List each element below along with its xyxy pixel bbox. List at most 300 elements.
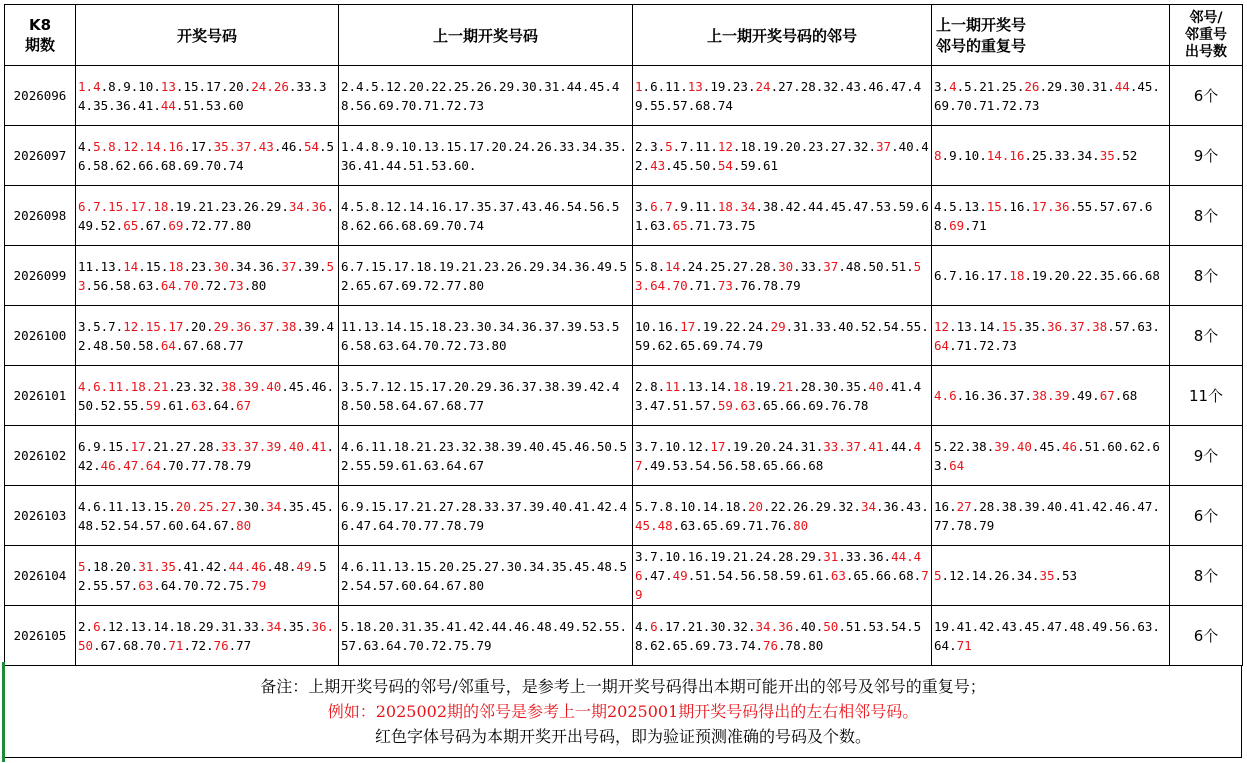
- header-row: [5, 5, 1243, 66]
- number: 46: [1114, 498, 1130, 514]
- number: 46: [311, 378, 327, 394]
- number: 45: [672, 157, 688, 173]
- separator: .: [986, 438, 995, 454]
- number: 32: [838, 498, 854, 514]
- neighbors-cell: [633, 486, 932, 546]
- separator: .: [273, 258, 282, 274]
- number: 49: [296, 558, 312, 574]
- separator: .: [1129, 498, 1138, 514]
- number: 22: [725, 318, 741, 334]
- number: 29: [213, 318, 229, 334]
- number: 28: [755, 258, 771, 274]
- number: 31: [221, 618, 237, 634]
- separator: .: [838, 618, 846, 634]
- separator: .: [175, 577, 184, 593]
- separator: .: [793, 438, 801, 454]
- separator: .: [93, 517, 101, 533]
- separator: .: [964, 217, 972, 233]
- number: 2: [78, 618, 86, 634]
- number: 31: [138, 558, 154, 574]
- separator: .: [1039, 618, 1047, 634]
- separator: .: [1129, 618, 1138, 634]
- number: 8: [650, 378, 658, 394]
- number: 9: [680, 198, 688, 214]
- number: 25: [198, 498, 214, 514]
- number: 12: [108, 618, 124, 634]
- separator: .: [93, 457, 101, 473]
- number: 12: [123, 318, 139, 334]
- number: 36: [311, 198, 327, 214]
- number: 16: [168, 138, 184, 154]
- number: 35: [160, 558, 176, 574]
- number: 21: [979, 78, 995, 94]
- number: 47: [650, 568, 666, 583]
- number: 43: [906, 498, 922, 514]
- separator: .: [883, 618, 892, 634]
- separator: .: [800, 138, 809, 154]
- separator: .: [236, 618, 244, 634]
- separator: .: [236, 198, 244, 214]
- draw-numbers-cell: [76, 486, 339, 546]
- number: 57: [145, 517, 161, 533]
- separator: .: [956, 268, 965, 283]
- separator: .: [672, 498, 681, 514]
- separator: .: [190, 438, 199, 454]
- separator: .: [755, 198, 764, 214]
- number: 20: [190, 318, 207, 334]
- number: 79: [979, 517, 995, 533]
- number: 36: [778, 618, 794, 634]
- number: 30: [1069, 78, 1085, 94]
- number: 7: [650, 549, 658, 564]
- number: 75: [740, 217, 756, 233]
- separator: .: [672, 517, 681, 533]
- separator: .: [1031, 568, 1040, 583]
- draw-numbers-cell: [76, 366, 339, 426]
- number: 54: [123, 517, 139, 533]
- separator: .: [130, 577, 139, 593]
- number: 5: [635, 258, 643, 274]
- separator: .: [311, 558, 319, 574]
- number: 53: [635, 258, 922, 293]
- number: 45: [830, 198, 846, 214]
- number: 19: [175, 198, 191, 214]
- separator: .: [956, 388, 965, 403]
- separator: .: [138, 517, 146, 533]
- separator: .: [153, 78, 161, 94]
- number: 68: [123, 637, 139, 653]
- number: 77: [236, 637, 252, 653]
- separator: .: [657, 438, 666, 454]
- header-prev-neighbors-text: 上一期开奖号码的邻号: [706, 26, 857, 45]
- number: 31: [1092, 78, 1108, 94]
- separator: .: [687, 217, 696, 233]
- header-prev-neighbors: [633, 5, 932, 66]
- number: 42: [979, 618, 995, 634]
- separator: .: [657, 258, 666, 274]
- separator: .: [1001, 198, 1010, 214]
- separator: .: [123, 378, 131, 394]
- number: 33: [815, 318, 831, 334]
- number: 50: [78, 397, 94, 413]
- table-row: [5, 66, 1243, 126]
- number: 15: [1001, 318, 1017, 334]
- number: 3: [650, 138, 658, 154]
- number: 77: [228, 337, 244, 353]
- separator: .: [763, 318, 771, 334]
- number: 31: [793, 318, 809, 334]
- separator: .: [906, 438, 914, 454]
- separator: .: [100, 138, 109, 154]
- separator: .: [1069, 268, 1078, 283]
- number: 6: [93, 378, 101, 394]
- number: 38: [221, 378, 237, 394]
- separator: .: [1129, 78, 1138, 94]
- prev-draw-cell: 4.5.8.12.14.16.17.35.37.43.46.54.56.58.62.66.68.69.70.74: [339, 186, 633, 246]
- number: 34: [860, 498, 876, 514]
- neighbors-cell: [633, 126, 932, 186]
- number: 66: [785, 457, 801, 473]
- separator: .: [770, 258, 779, 274]
- number: 22: [949, 438, 965, 454]
- separator: .: [1039, 498, 1047, 514]
- separator: .: [979, 148, 987, 163]
- number: 43: [650, 157, 666, 173]
- number: 17: [130, 198, 146, 214]
- number: 3: [635, 198, 643, 214]
- separator: .: [687, 277, 696, 293]
- number: 46: [635, 549, 922, 583]
- separator: .: [130, 78, 139, 94]
- number: 51: [1084, 438, 1100, 454]
- separator: .: [785, 318, 794, 334]
- number: 36: [883, 498, 899, 514]
- number: 53: [868, 618, 884, 634]
- separator: .: [732, 397, 741, 413]
- number: 10: [665, 549, 681, 564]
- number: 35: [1099, 148, 1115, 163]
- separator: .: [175, 78, 184, 94]
- separator: .: [153, 157, 161, 173]
- separator: .: [793, 378, 801, 394]
- separator: .: [153, 558, 161, 574]
- separator: .: [1069, 198, 1078, 214]
- separator: .: [160, 397, 169, 413]
- header-draw-text: 开奖号码: [176, 26, 237, 45]
- separator: .: [845, 138, 854, 154]
- separator: .: [221, 277, 229, 293]
- number: 48: [93, 337, 109, 353]
- separator: .: [687, 397, 696, 413]
- separator: .: [994, 618, 1002, 634]
- separator: .: [160, 637, 169, 653]
- separator: .: [183, 217, 191, 233]
- number: 6: [78, 198, 86, 214]
- separator: .: [717, 498, 726, 514]
- separator: .: [732, 157, 741, 173]
- number: 13: [160, 78, 176, 94]
- number: 46: [281, 138, 297, 154]
- number: 49: [650, 457, 666, 473]
- separator: .: [183, 397, 191, 413]
- number: 70: [145, 637, 161, 653]
- separator: .: [710, 157, 718, 173]
- number: 23: [808, 138, 824, 154]
- separator: .: [815, 549, 824, 564]
- separator: .: [206, 258, 214, 274]
- number: 39: [303, 318, 319, 334]
- separator: .: [642, 97, 651, 113]
- number: 25: [1001, 78, 1017, 94]
- number: 47: [1137, 498, 1153, 514]
- number: 5: [93, 318, 101, 334]
- issue-cell: 2026100: [5, 306, 76, 366]
- number: 19: [934, 618, 950, 634]
- number: 73: [228, 277, 244, 293]
- separator: .: [1046, 148, 1055, 163]
- separator: .: [100, 618, 109, 634]
- number: 14: [665, 258, 681, 274]
- number: 28: [800, 378, 816, 394]
- number: 17: [206, 78, 222, 94]
- number: 34: [1077, 148, 1093, 163]
- separator: .: [994, 498, 1002, 514]
- prev-draw-cell: 4.6.11.13.15.20.25.27.30.34.35.45.48.52.54.57.60.64.67.80: [339, 546, 633, 606]
- draw-numbers-cell: [76, 546, 339, 606]
- separator: .: [650, 517, 658, 533]
- number: 21: [153, 378, 169, 394]
- number: 9: [123, 78, 131, 94]
- number: 30: [778, 258, 794, 274]
- number: 40: [1016, 438, 1032, 454]
- number: 37: [236, 138, 252, 154]
- number: 54: [303, 138, 319, 154]
- separator: .: [153, 277, 161, 293]
- number: 2: [635, 378, 643, 394]
- separator: .: [868, 138, 876, 154]
- separator: .: [213, 378, 222, 394]
- number: 78: [763, 277, 779, 293]
- separator: .: [642, 438, 651, 454]
- neighbors-cell: [633, 306, 932, 366]
- separator: .: [1092, 198, 1100, 214]
- separator: .: [921, 318, 929, 334]
- number: 39: [1054, 388, 1070, 403]
- number: 16: [964, 388, 980, 403]
- number: 65: [763, 397, 779, 413]
- separator: .: [311, 78, 319, 94]
- separator: .: [778, 198, 786, 214]
- number: 55: [123, 397, 139, 413]
- number: 36: [1054, 198, 1070, 214]
- number: 44: [160, 97, 176, 113]
- table-row: [5, 126, 1243, 186]
- number: 6: [650, 78, 658, 94]
- separator: .: [123, 618, 131, 634]
- number: 77: [934, 517, 950, 533]
- number: 72: [190, 217, 207, 233]
- separator: .: [1001, 268, 1010, 283]
- separator: .: [949, 97, 957, 113]
- number: 65: [763, 457, 779, 473]
- number: 37: [1009, 388, 1025, 403]
- number: 74: [228, 157, 244, 173]
- number: 67: [1099, 388, 1115, 403]
- number: 19: [1031, 268, 1047, 283]
- separator: .: [665, 397, 673, 413]
- number: 36: [236, 318, 252, 334]
- separator: .: [153, 577, 161, 593]
- number: 44: [1114, 78, 1130, 94]
- separator: .: [949, 337, 957, 353]
- number: 69: [725, 517, 741, 533]
- number: 13: [130, 498, 146, 514]
- separator: .: [642, 618, 651, 634]
- separator: .: [1099, 438, 1108, 454]
- separator: .: [221, 577, 229, 593]
- number: 16: [657, 318, 673, 334]
- number: 51: [891, 258, 907, 274]
- neighbors-cell: [633, 66, 932, 126]
- number: 33: [221, 438, 237, 454]
- separator: .: [100, 438, 109, 454]
- number: 40: [1046, 498, 1063, 514]
- number: 64: [934, 637, 950, 653]
- separator: .: [160, 138, 169, 154]
- number: 35: [1099, 268, 1115, 283]
- separator: .: [108, 337, 116, 353]
- separator: .: [221, 337, 229, 353]
- draw-numbers-cell: [76, 246, 339, 306]
- separator: .: [778, 397, 786, 413]
- number: 5: [964, 78, 972, 94]
- prev-draw-cell: 3.5.7.12.15.17.20.29.36.37.38.39.42.48.50.58.64.67.68.77: [339, 366, 633, 426]
- number: 19: [732, 438, 748, 454]
- number: 39: [1024, 498, 1040, 514]
- number: 56: [740, 568, 756, 583]
- separator: .: [823, 568, 831, 583]
- number: 54: [695, 457, 711, 473]
- separator: .: [793, 618, 801, 634]
- separator: .: [800, 568, 809, 583]
- separator: .: [303, 438, 312, 454]
- header-prev-draw-text: 上一期开奖号码: [432, 26, 538, 45]
- draw-numbers-cell: [76, 606, 339, 666]
- separator: .: [221, 78, 229, 94]
- number: 32: [823, 78, 839, 94]
- number: 27: [175, 438, 191, 454]
- separator: .: [281, 198, 289, 214]
- prev-draw-cell: 11.13.14.15.18.23.30.34.36.37.39.53.56.58.63.64.70.72.73.80: [339, 306, 633, 366]
- table-row: [5, 546, 1243, 606]
- separator: .: [665, 217, 673, 233]
- separator: .: [650, 318, 658, 334]
- number: 41: [956, 618, 972, 634]
- separator: .: [1062, 78, 1070, 94]
- number: 64: [949, 457, 965, 473]
- number: 44: [891, 549, 907, 564]
- separator: .: [725, 549, 733, 564]
- separator: .: [725, 258, 733, 274]
- separator: .: [168, 498, 176, 514]
- separator: .: [710, 568, 718, 583]
- number: 59: [740, 157, 756, 173]
- number: 33: [823, 438, 839, 454]
- separator: .: [830, 318, 839, 334]
- table-row: [5, 186, 1243, 246]
- issue-cell: 2026102: [5, 426, 76, 486]
- number: 72: [979, 337, 995, 353]
- hit-count-cell: 8个: [1170, 306, 1243, 366]
- number: 18: [130, 378, 146, 394]
- number: 11: [108, 498, 124, 514]
- number: 19: [702, 318, 718, 334]
- draw-numbers-cell: [76, 186, 339, 246]
- header-count-text: 邻号/ 邻重号 出号数: [1185, 9, 1227, 60]
- number: 70: [672, 277, 688, 293]
- separator: .: [123, 438, 131, 454]
- number: 16: [1009, 148, 1025, 163]
- repeat-neighbors-cell: [932, 246, 1170, 306]
- separator: .: [198, 337, 207, 353]
- separator: .: [100, 78, 109, 94]
- neighbors-cell: [633, 606, 932, 666]
- separator: .: [725, 438, 733, 454]
- separator: .: [153, 97, 161, 113]
- number: 26: [243, 198, 259, 214]
- separator: .: [906, 618, 914, 634]
- number: 56: [717, 457, 733, 473]
- separator: .: [898, 498, 907, 514]
- number: 51: [183, 97, 199, 113]
- number: 57: [1099, 198, 1115, 214]
- number: 41: [183, 558, 199, 574]
- separator: .: [206, 318, 214, 334]
- number: 35: [845, 378, 861, 394]
- number: 33: [296, 78, 312, 94]
- number: 32: [853, 138, 869, 154]
- separator: .: [665, 457, 673, 473]
- number: 9: [93, 438, 101, 454]
- number: 55: [906, 318, 922, 334]
- separator: .: [175, 558, 184, 574]
- separator: .: [296, 318, 304, 334]
- separator: .: [258, 498, 267, 514]
- number: 38: [281, 318, 297, 334]
- separator: .: [740, 337, 748, 353]
- separator: .: [236, 378, 244, 394]
- number: 10: [635, 318, 651, 334]
- number: 27: [956, 498, 972, 514]
- number: 28: [198, 438, 214, 454]
- number: 63: [740, 397, 756, 413]
- separator: .: [891, 138, 899, 154]
- number: 58: [138, 337, 154, 353]
- number: 72: [1001, 97, 1017, 113]
- separator: .: [198, 558, 207, 574]
- separator: .: [778, 457, 786, 473]
- number: 74: [740, 637, 756, 653]
- number: 17: [665, 618, 681, 634]
- number: 39: [243, 378, 259, 394]
- separator: .: [642, 157, 651, 173]
- number: 27: [778, 78, 794, 94]
- number: 73: [717, 637, 733, 653]
- separator: .: [175, 157, 184, 173]
- number: 15: [145, 258, 161, 274]
- number: 79: [236, 457, 252, 473]
- number: 13: [964, 198, 980, 214]
